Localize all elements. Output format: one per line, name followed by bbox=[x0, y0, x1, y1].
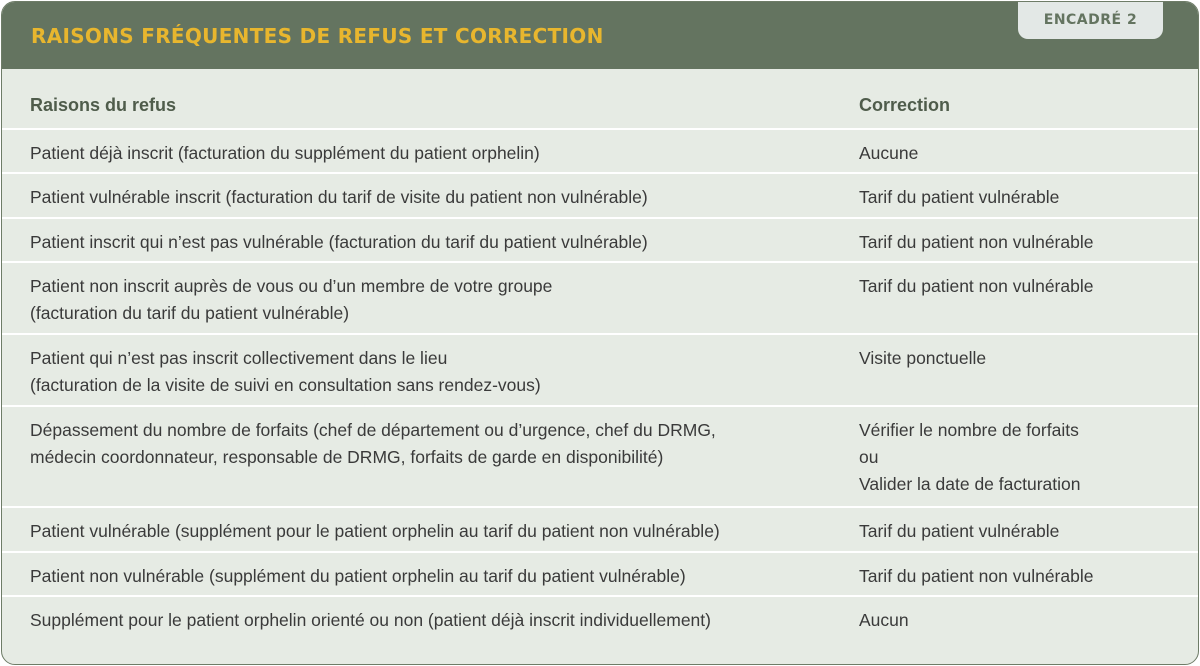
column-header-correction: Correction bbox=[859, 95, 951, 115]
correction-cell: Vérifier le nombre de forfaits ou Valider la date de facturation bbox=[859, 420, 1081, 494]
correction-cell: Tarif du patient vulnérable bbox=[859, 187, 1060, 207]
reason-cell: Patient vulnérable (supplément pour le patient orphelin au tarif du patient non vulnérable) bbox=[30, 521, 720, 541]
reason-cell: Dépassement du nombre de forfaits (chef de département ou d’urgence, chef du DRMG, médecin coordonnateur, responsable de DRMG, forfaits de garde en disponibilité) bbox=[30, 420, 716, 467]
table-row bbox=[2, 128, 1198, 172]
table-row bbox=[2, 333, 1198, 405]
table-row bbox=[2, 172, 1198, 217]
table-row bbox=[2, 551, 1198, 595]
correction-cell: Visite ponctuelle bbox=[859, 348, 987, 368]
correction-cell: Tarif du patient non vulnérable bbox=[859, 276, 1094, 296]
reason-cell: Patient non vulnérable (supplément du patient orphelin au tarif du patient vulnérable) bbox=[30, 566, 686, 586]
reason-cell: Patient inscrit qui n’est pas vulnérable (facturation du tarif du patient vulnérable) bbox=[30, 232, 648, 252]
reason-cell: Supplément pour le patient orphelin orienté ou non (patient déjà inscrit individuellement) bbox=[30, 610, 711, 630]
table-row bbox=[2, 217, 1198, 261]
correction-cell: Tarif du patient vulnérable bbox=[859, 521, 1060, 541]
table-row bbox=[2, 506, 1198, 551]
encadre-tag: ENCADRÉ 2 bbox=[1018, 2, 1163, 39]
encadre-panel bbox=[1, 1, 1199, 665]
column-header-reasons: Raisons du refus bbox=[30, 95, 177, 115]
table-row bbox=[2, 261, 1198, 333]
correction-cell: Tarif du patient non vulnérable bbox=[859, 566, 1094, 586]
reason-cell: Patient qui n’est pas inscrit collectivement dans le lieu (facturation de la visite de suivi en consultation sans rendez-vous) bbox=[30, 348, 541, 395]
reason-cell: Patient vulnérable inscrit (facturation du tarif de visite du patient non vulnérable) bbox=[30, 187, 648, 207]
reason-cell: Patient non inscrit auprès de vous ou d’un membre de votre groupe (facturation du tarif du patient vulnérable) bbox=[30, 276, 553, 323]
correction-cell: Tarif du patient non vulnérable bbox=[859, 232, 1094, 252]
table-row bbox=[2, 405, 1198, 506]
panel-title: RAISONS FRÉQUENTES DE REFUS ET CORRECTION bbox=[31, 24, 604, 48]
reason-cell: Patient déjà inscrit (facturation du supplément du patient orphelin) bbox=[30, 143, 540, 163]
table-row bbox=[2, 595, 1198, 653]
correction-cell: Aucune bbox=[859, 143, 919, 163]
table-body bbox=[2, 128, 1198, 653]
correction-cell: Aucun bbox=[859, 610, 909, 630]
panel-header bbox=[2, 2, 1198, 69]
